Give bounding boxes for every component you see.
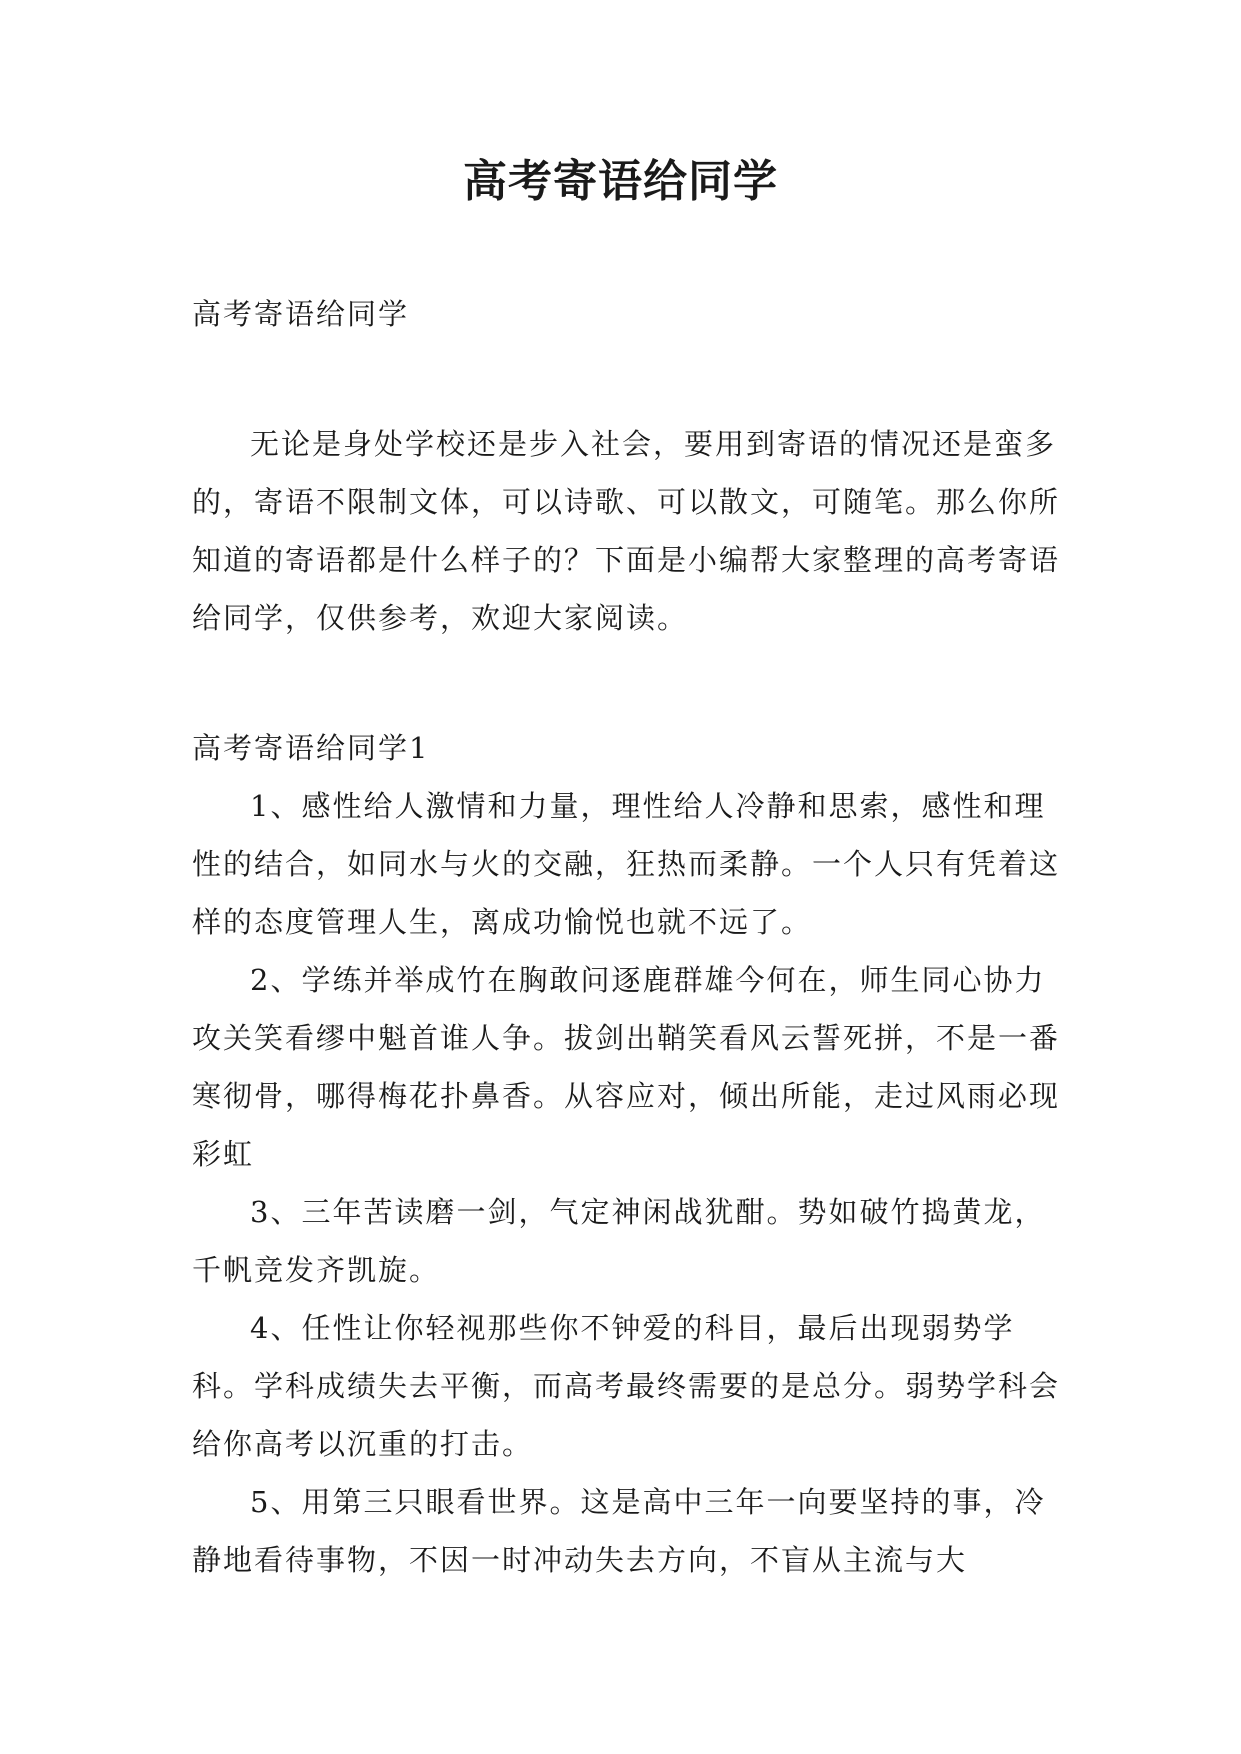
document-body xyxy=(192,285,1064,1589)
list-item: 3、三年苦读磨一剑，气定神闲战犹酣。势如破竹捣黄龙，千帆竞发齐凯旋。 xyxy=(192,1195,1046,1287)
section-heading: 高考寄语给同学1 xyxy=(192,731,430,765)
list-item: 1、感性给人激情和力量，理性给人冷静和思索，感性和理性的结合，如同水与火的交融，狂热而柔静。一个人只有凭着这样的态度管理人生，离成功愉悦也就不远了。 xyxy=(192,789,1061,939)
list-item: 2、学练并举成竹在胸敢问逐鹿群雄今何在，师生同心协力攻关笑看缪中魁首谁人争。拔剑出鞘笑看风云誓死拼，不是一番寒彻骨，哪得梅花扑鼻香。从容应对，倾出所能，走过风雨必现彩虹 xyxy=(192,963,1061,1171)
list-item: 5、用第三只眼看世界。这是高中三年一向要坚持的事，冷静地看待事物，不因一时冲动失去方向，不盲从主流与大 xyxy=(192,1485,1046,1577)
intro-paragraph: 无论是身处学校还是步入社会，要用到寄语的情况还是蛮多的，寄语不限制文体，可以诗歌、可以散文，可随笔。那么你所知道的寄语都是什么样子的？下面是小编帮大家整理的高考寄语给同学，仅供参考，欢迎大家阅读。 xyxy=(192,427,1061,635)
document-title: 高考寄语给同学 xyxy=(463,156,778,207)
document-subtitle: 高考寄语给同学 xyxy=(192,297,410,331)
list-item: 4、任性让你轻视那些你不钟爱的科目，最后出现弱势学科。学科成绩失去平衡，而高考最终需要的是总分。弱势学科会给你高考以沉重的打击。 xyxy=(192,1311,1061,1461)
